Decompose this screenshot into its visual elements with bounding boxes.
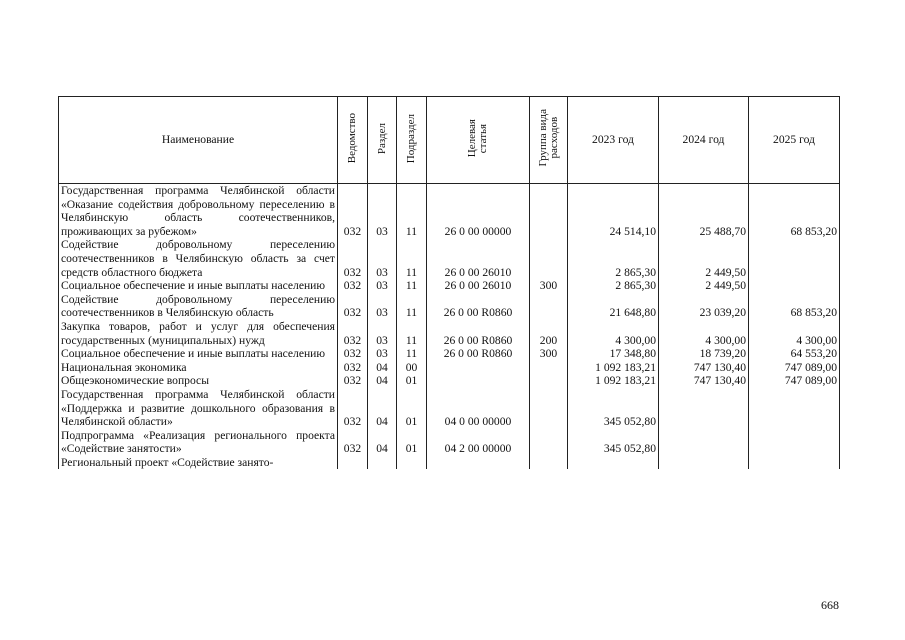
row-target xyxy=(427,361,530,375)
row-name: Социальное обеспечение и иные выплаты населению xyxy=(59,347,338,361)
row-target: 26 0 00 R0860 xyxy=(427,347,530,361)
table-row xyxy=(59,388,840,429)
row-value-2025: 68 853,20 xyxy=(749,293,840,320)
row-section: 03 xyxy=(368,184,397,239)
header-section: Раздел xyxy=(368,97,397,184)
row-subsection: 11 xyxy=(397,279,427,293)
row-value-2023: 17 348,80 xyxy=(568,347,659,361)
table-row xyxy=(59,361,840,375)
budget-table xyxy=(58,96,840,469)
row-dept: 032 xyxy=(338,374,368,388)
row-value-2025 xyxy=(749,429,840,456)
row-value-2025 xyxy=(749,238,840,279)
table-row xyxy=(59,279,840,293)
row-dept: 032 xyxy=(338,388,368,429)
row-subsection: 01 xyxy=(397,388,427,429)
row-target: 04 2 00 00000 xyxy=(427,429,530,456)
row-name: Государственная программа Челябинской области «Поддержка и развитие дошкольного образования в Челябинской области» xyxy=(59,388,338,429)
table-row xyxy=(59,320,840,347)
header-group: Группа вида расходов xyxy=(530,97,568,184)
row-section: 03 xyxy=(368,293,397,320)
row-target xyxy=(427,456,530,470)
row-group: 200 xyxy=(530,320,568,347)
row-name: Общеэкономические вопросы xyxy=(59,374,338,388)
row-subsection: 11 xyxy=(397,238,427,279)
table-row xyxy=(59,184,840,239)
row-value-2025: 4 300,00 xyxy=(749,320,840,347)
row-dept: 032 xyxy=(338,279,368,293)
table-row xyxy=(59,347,840,361)
row-dept: 032 xyxy=(338,361,368,375)
row-dept: 032 xyxy=(338,184,368,239)
row-target: 04 0 00 00000 xyxy=(427,388,530,429)
row-section: 04 xyxy=(368,388,397,429)
row-value-2023: 24 514,10 xyxy=(568,184,659,239)
row-value-2025 xyxy=(749,279,840,293)
row-section: 03 xyxy=(368,279,397,293)
row-group: 300 xyxy=(530,279,568,293)
row-subsection: 00 xyxy=(397,361,427,375)
page-number: 668 xyxy=(821,598,839,612)
table-row xyxy=(59,374,840,388)
row-value-2024: 4 300,00 xyxy=(659,320,749,347)
row-value-2023: 345 052,80 xyxy=(568,388,659,429)
row-target: 26 0 00 R0860 xyxy=(427,320,530,347)
row-value-2024: 2 449,50 xyxy=(659,238,749,279)
row-subsection: 01 xyxy=(397,374,427,388)
row-name: Региональный проект «Содействие занято- xyxy=(59,456,338,470)
row-subsection: 01 xyxy=(397,429,427,456)
row-dept: 032 xyxy=(338,347,368,361)
row-section: 04 xyxy=(368,374,397,388)
row-value-2024 xyxy=(659,429,749,456)
row-value-2023: 1 092 183,21 xyxy=(568,374,659,388)
row-name: Государственная программа Челябинской области «Оказание содействия добровольному переселению в Челябинскую область соотечественников, проживающих за рубежом» xyxy=(59,184,338,239)
row-value-2025: 747 089,00 xyxy=(749,374,840,388)
row-subsection: 11 xyxy=(397,293,427,320)
row-group xyxy=(530,429,568,456)
row-section: 03 xyxy=(368,320,397,347)
row-target: 26 0 00 26010 xyxy=(427,279,530,293)
table-row xyxy=(59,429,840,456)
row-value-2023 xyxy=(568,456,659,470)
table-header xyxy=(59,97,840,184)
row-target: 26 0 00 00000 xyxy=(427,184,530,239)
row-group xyxy=(530,184,568,239)
row-value-2024: 747 130,40 xyxy=(659,361,749,375)
row-group: 300 xyxy=(530,347,568,361)
row-dept: 032 xyxy=(338,293,368,320)
row-name: Подпрограмма «Реализация регионального проекта «Содействие занятости» xyxy=(59,429,338,456)
table-row xyxy=(59,456,840,470)
row-subsection: 11 xyxy=(397,184,427,239)
row-value-2025 xyxy=(749,456,840,470)
header-name: Наименование xyxy=(59,97,338,184)
row-group xyxy=(530,374,568,388)
header-2023: 2023 год xyxy=(568,97,659,184)
row-value-2025: 68 853,20 xyxy=(749,184,840,239)
row-name: Содействие добровольному переселению соотечественников в Челябинскую область xyxy=(59,293,338,320)
header-dept: Ведомство xyxy=(338,97,368,184)
row-group xyxy=(530,293,568,320)
table-row xyxy=(59,238,840,279)
row-value-2024: 2 449,50 xyxy=(659,279,749,293)
row-group xyxy=(530,388,568,429)
header-target: Целевая статья xyxy=(427,97,530,184)
row-value-2025: 64 553,20 xyxy=(749,347,840,361)
row-subsection: 11 xyxy=(397,320,427,347)
row-dept xyxy=(338,456,368,470)
row-section: 03 xyxy=(368,347,397,361)
row-group xyxy=(530,361,568,375)
row-value-2023: 4 300,00 xyxy=(568,320,659,347)
header-2024: 2024 год xyxy=(659,97,749,184)
row-value-2023: 2 865,30 xyxy=(568,238,659,279)
row-target xyxy=(427,374,530,388)
row-section: 03 xyxy=(368,238,397,279)
row-dept: 032 xyxy=(338,238,368,279)
row-target: 26 0 00 R0860 xyxy=(427,293,530,320)
header-subsection: Подраздел xyxy=(397,97,427,184)
row-target: 26 0 00 26010 xyxy=(427,238,530,279)
row-dept: 032 xyxy=(338,429,368,456)
row-value-2023: 2 865,30 xyxy=(568,279,659,293)
row-name: Национальная экономика xyxy=(59,361,338,375)
row-group xyxy=(530,456,568,470)
row-value-2024: 23 039,20 xyxy=(659,293,749,320)
row-subsection xyxy=(397,456,427,470)
row-section xyxy=(368,456,397,470)
row-value-2024: 25 488,70 xyxy=(659,184,749,239)
table-body xyxy=(59,184,840,470)
row-subsection: 11 xyxy=(397,347,427,361)
row-value-2024 xyxy=(659,388,749,429)
row-value-2023: 21 648,80 xyxy=(568,293,659,320)
row-name: Социальное обеспечение и иные выплаты населению xyxy=(59,279,338,293)
row-value-2023: 345 052,80 xyxy=(568,429,659,456)
row-name: Закупка товаров, работ и услуг для обеспечения государственных (муниципальных) нужд xyxy=(59,320,338,347)
row-dept: 032 xyxy=(338,320,368,347)
row-value-2023: 1 092 183,21 xyxy=(568,361,659,375)
row-value-2025 xyxy=(749,388,840,429)
header-2025: 2025 год xyxy=(749,97,840,184)
row-value-2024: 18 739,20 xyxy=(659,347,749,361)
row-value-2024 xyxy=(659,456,749,470)
row-value-2025: 747 089,00 xyxy=(749,361,840,375)
row-section: 04 xyxy=(368,361,397,375)
row-group xyxy=(530,238,568,279)
row-name: Содействие добровольному переселению соотечественников в Челябинскую область за счет средств областного бюджета xyxy=(59,238,338,279)
table-row xyxy=(59,293,840,320)
row-section: 04 xyxy=(368,429,397,456)
row-value-2024: 747 130,40 xyxy=(659,374,749,388)
